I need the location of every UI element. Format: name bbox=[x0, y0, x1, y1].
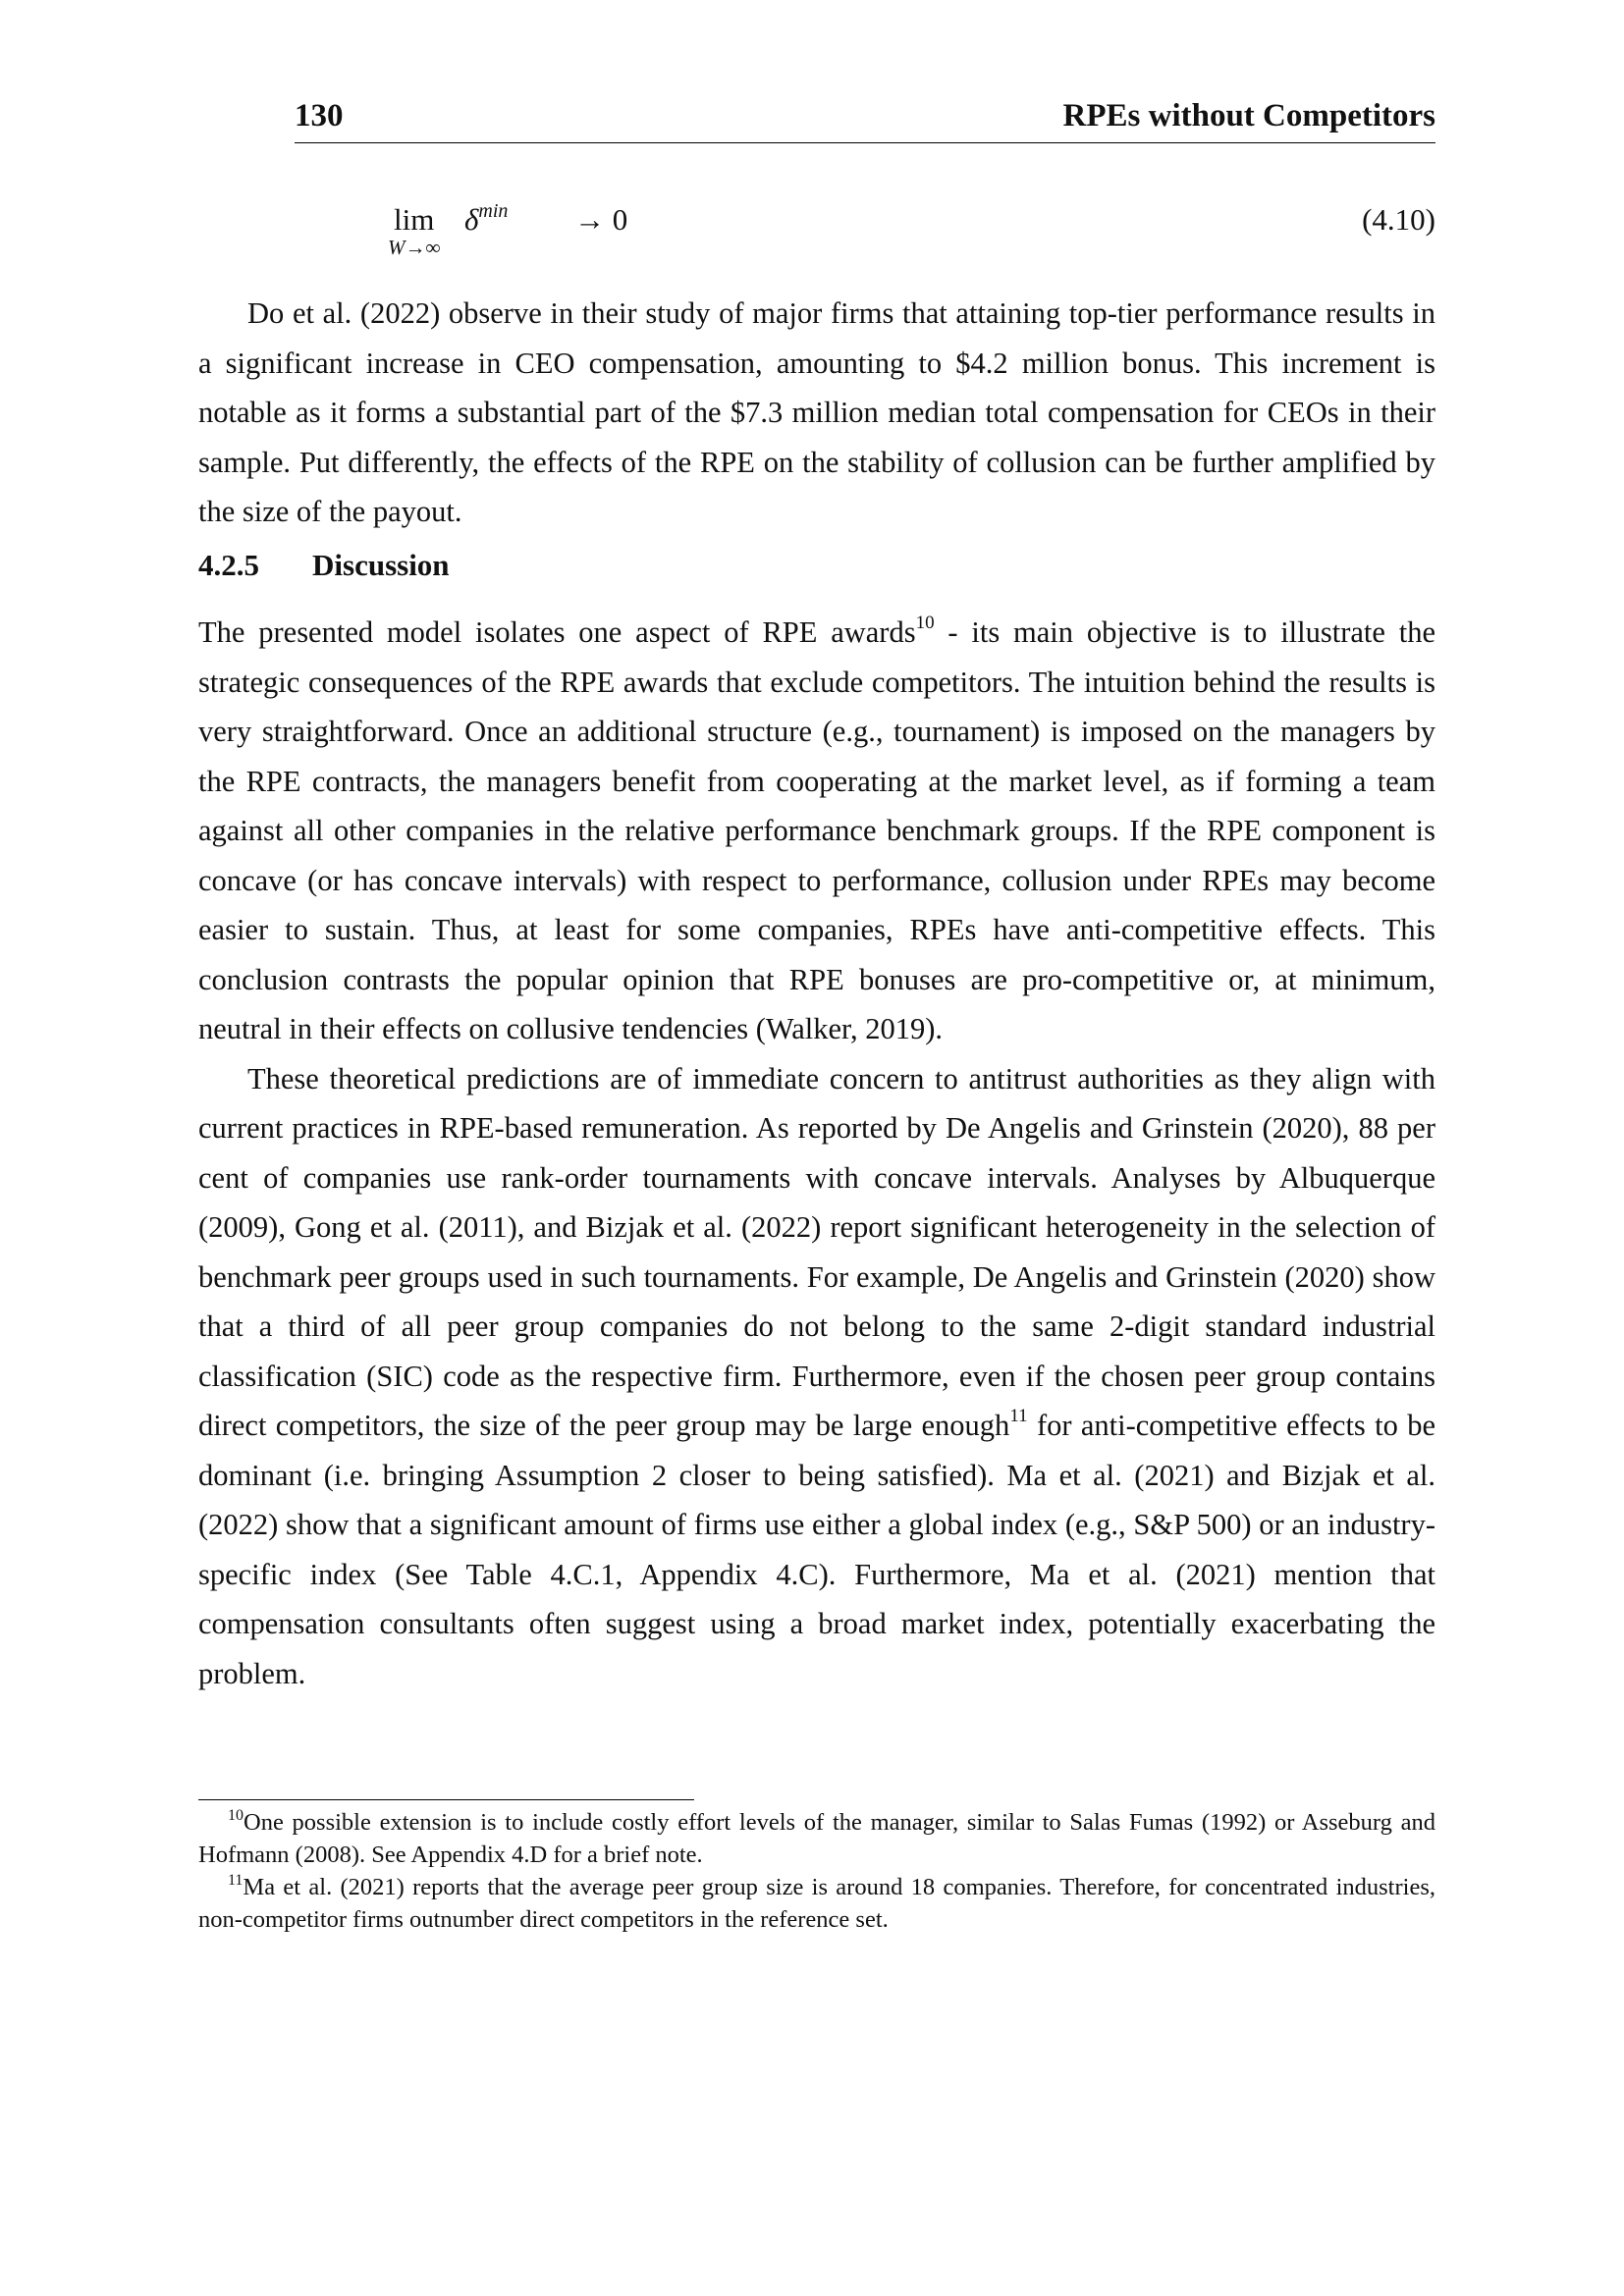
paragraph-2-text-b: - its main objective is to illustrate the strategic consequences of the RPE awards that exclude competitors. The intuition behind the results is very straightforward. Once an additional structure (e.g., tournament) is imposed on the managers by the RPE contracts, the managers benefit from cooperating at the market level, as if forming a team against all other companies in the relative performance benchmark groups. If the RPE component is concave (or has concave intervals) with respect to performance, collusion under RPEs may become easier to sustain. Thus, at least for some companies, RPEs have anti-competitive effects. This conclusion contrasts the popular opinion that RPE bonuses are pro-competitive or, at minimum, neutral in their effects on collusive tendencies (Walker, 2019). bbox=[198, 615, 1436, 1045]
equation-lim-subscript: W→∞ bbox=[388, 236, 441, 259]
footnote-ref-10[interactable]: 10 bbox=[915, 613, 935, 633]
running-head bbox=[295, 98, 1435, 134]
paragraph-2-text-a: The presented model isolates one aspect of RPE awards bbox=[198, 615, 916, 649]
paragraph-block-2 bbox=[198, 608, 1435, 1698]
footnote-mark-10: 10 bbox=[228, 1807, 244, 1824]
paragraph-1: Do et al. (2022) observe in their study of major firms that attaining top-tier performance results in a significant increase in CEO compensation, amounting to $4.2 million bonus. This increment is notable as it forms a substantial part of the $7.3 million median total compensation for CEOs in their sample. Put differently, the effects of the RPE on the stability of collusion can be further amplified by the size of the payout. bbox=[198, 296, 1435, 528]
footnote-mark-11: 11 bbox=[228, 1872, 244, 1889]
footnote-ref-11[interactable]: 11 bbox=[1009, 1406, 1028, 1426]
equation-superscript: min bbox=[478, 200, 509, 222]
header-rule bbox=[295, 142, 1435, 143]
chapter-title: RPEs without Competitors bbox=[1062, 98, 1435, 133]
page-number: 130 bbox=[295, 98, 344, 133]
footnotes bbox=[198, 1806, 1435, 1936]
paragraph-3 bbox=[198, 1054, 1435, 1699]
equation-delta-symbol: δ bbox=[464, 202, 479, 237]
equation-rhs: → 0 bbox=[574, 202, 628, 237]
footnote-11 bbox=[198, 1871, 1435, 1936]
section-number: 4.2.5 bbox=[198, 548, 259, 582]
footnote-11-text: Ma et al. (2021) reports that the average peer group size is around 18 companies. Therefore, for concentrated industries, non-competitor firms outnumber direct competitors in the reference set. bbox=[198, 1874, 1435, 1933]
section-title: Discussion bbox=[312, 548, 450, 582]
footnote-10 bbox=[198, 1806, 1435, 1871]
equation-4-10 bbox=[388, 196, 1435, 265]
footnote-rule bbox=[198, 1799, 694, 1800]
equation-delta bbox=[464, 200, 508, 238]
paragraph-block-1 bbox=[198, 289, 1435, 537]
equation-number: (4.10) bbox=[1362, 202, 1435, 237]
paragraph-3-text-a: These theoretical predictions are of immediate concern to antitrust authorities as they align with current practices in RPE-based remuneration. As reported by De Angelis and Grinstein (2020), 88 per cent of companies use rank-order tournaments with concave intervals. Analyses by Albuquerque (2009), Gong et al. (2011), and Bizjak et al. (2022) report significant heterogeneity in the selection of benchmark peer groups used in such tournaments. For example, De Angelis and Grinstein (2020) show that a third of all peer group companies do not belong to the same 2-digit standard industrial classification (SIC) code as the respective firm. Furthermore, even if the chosen peer group contains direct competitors, the size of the peer group may be large enough bbox=[198, 1061, 1435, 1442]
footnote-10-text: One possible extension is to include costly effort levels of the manager, similar to Salas Fumas (1992) or Asseburg and Hofmann (2008). See Appendix 4.D for a brief note. bbox=[198, 1809, 1435, 1868]
paragraph-3-text-b: for anti-competitive effects to be dominant (i.e. bringing Assumption 2 closer to being satisfied). Ma et al. (2021) and Bizjak et al. (2022) show that a significant amount of firms use either a global index (e.g., S&P 500) or an industry-specific index (See Table 4.C.1, Appendix 4.C). Furthermore, Ma et al. (2021) mention that compensation consultants often suggest using a broad market index, potentially exacerbating the problem. bbox=[198, 1409, 1435, 1690]
paragraph-2 bbox=[198, 608, 1435, 1054]
section-heading bbox=[198, 548, 450, 583]
equation-lim: lim bbox=[394, 202, 435, 237]
